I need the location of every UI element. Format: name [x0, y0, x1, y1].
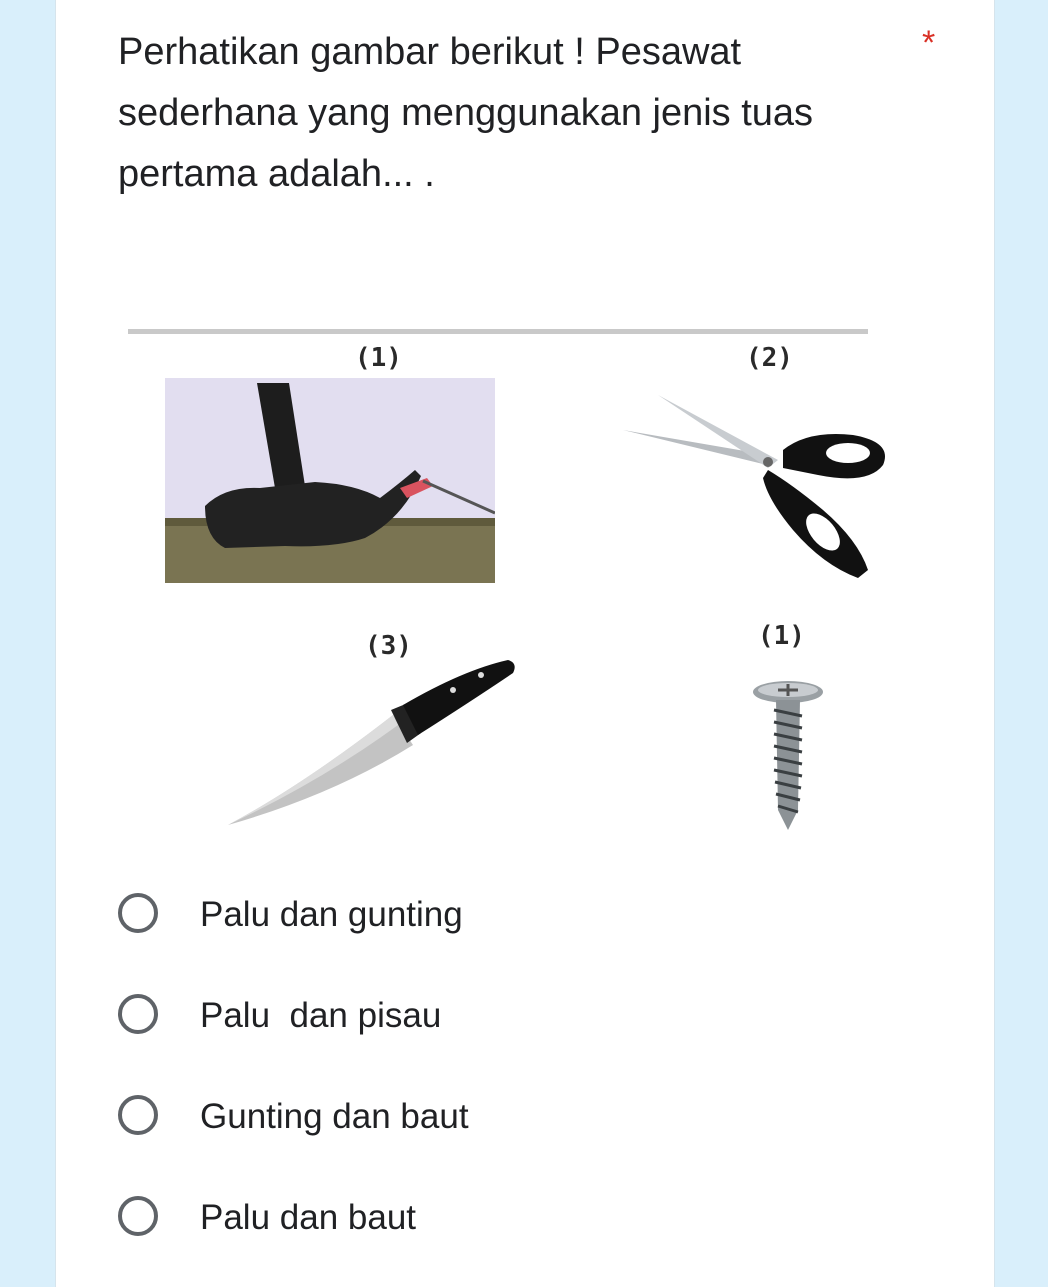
- question-text: [118, 22, 858, 205]
- question-figure: [128, 325, 868, 845]
- scissors-icon: [618, 390, 898, 590]
- radio-button[interactable]: [118, 893, 158, 933]
- screw-icon: [748, 670, 828, 835]
- required-asterisk: *: [922, 24, 936, 62]
- figure-divider: [128, 329, 868, 334]
- figure-label-3: (3): [365, 631, 412, 661]
- radio-button[interactable]: [118, 1196, 158, 1236]
- hammer-icon: [165, 378, 495, 583]
- figure-label-1: (1): [355, 343, 402, 373]
- knife-image: [223, 655, 523, 830]
- option-palu-dan-baut[interactable]: [118, 1173, 818, 1274]
- question-line-1: Perhatikan gambar berikut ! Pesawat: [118, 31, 742, 73]
- figure-label-2: (2): [746, 343, 793, 373]
- knife-icon: [223, 655, 523, 830]
- option-gunting-dan-baut[interactable]: [118, 1072, 818, 1173]
- option-label: Palu dan gunting: [200, 895, 463, 934]
- answer-options: [118, 870, 818, 1274]
- question-card: [55, 0, 995, 1287]
- option-label: Palu dan pisau: [200, 996, 442, 1035]
- screw-image: [748, 670, 828, 835]
- hammer-image: [165, 378, 495, 583]
- option-palu-dan-pisau[interactable]: [118, 971, 818, 1072]
- radio-button[interactable]: [118, 994, 158, 1034]
- option-label: Palu dan baut: [200, 1198, 417, 1237]
- figure-label-4: (1): [758, 621, 805, 651]
- scissors-image: [618, 390, 898, 590]
- option-label: Gunting dan baut: [200, 1097, 469, 1136]
- option-palu-dan-gunting[interactable]: [118, 870, 818, 971]
- question-line-3: pertama adalah... .: [118, 153, 435, 195]
- radio-button[interactable]: [118, 1095, 158, 1135]
- question-line-2: sederhana yang menggunakan jenis tuas: [118, 92, 814, 134]
